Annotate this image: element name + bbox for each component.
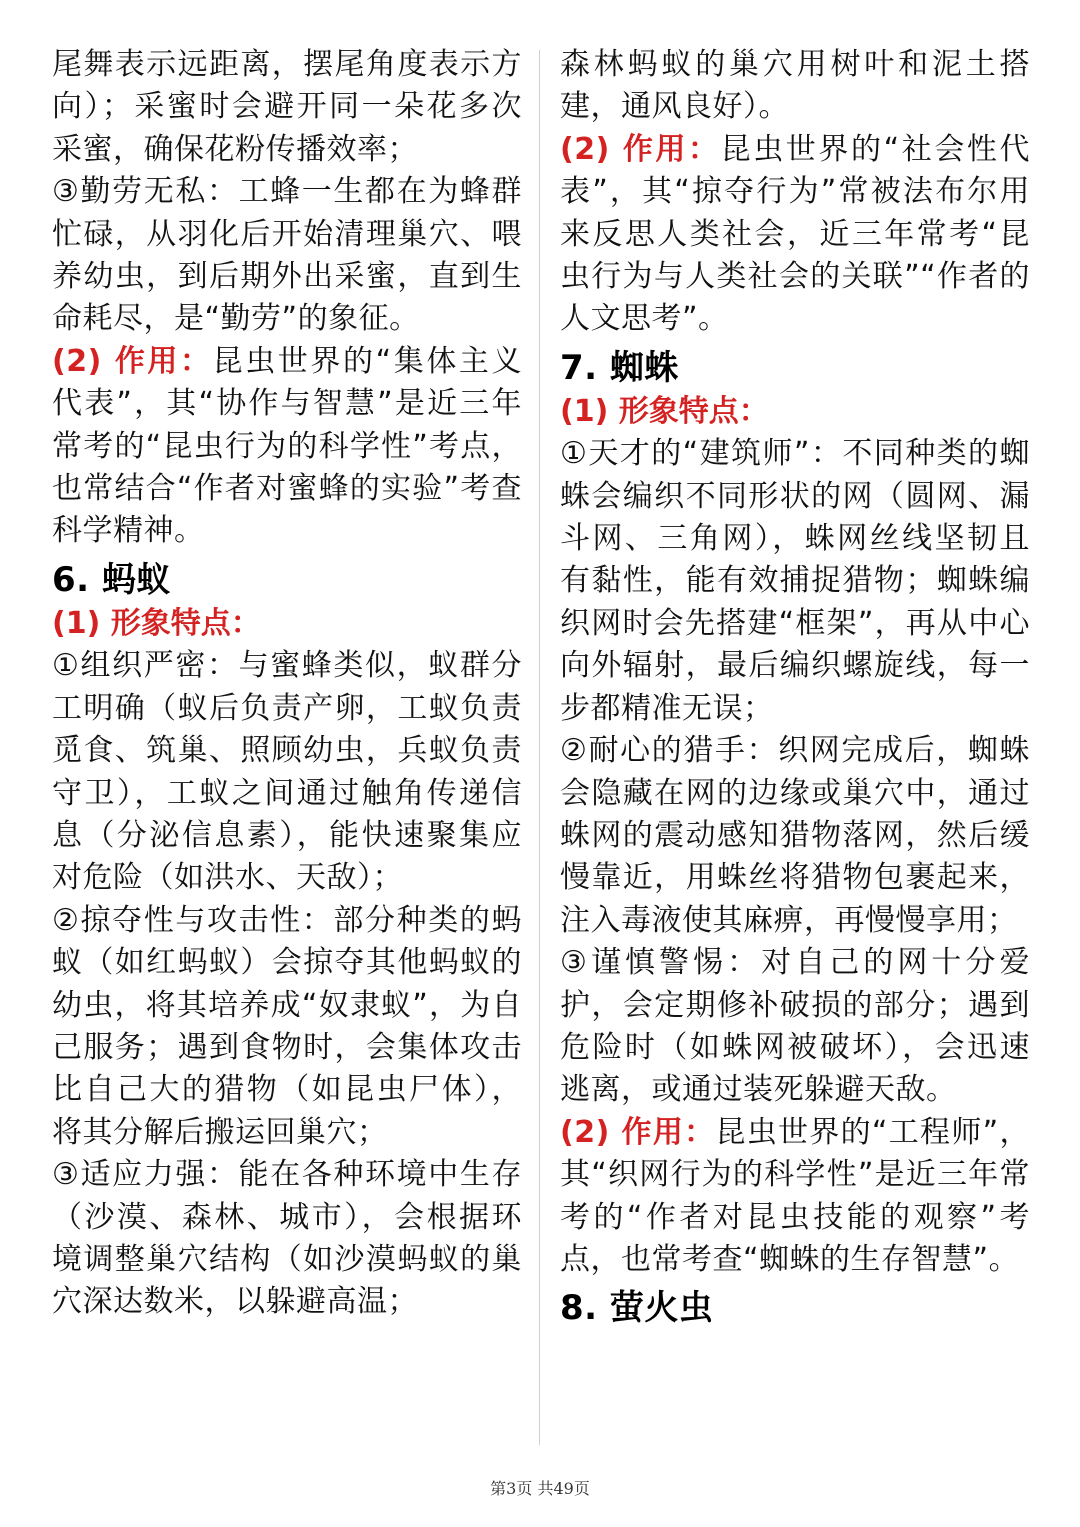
paragraph-spider-cautious: ③谨慎警惕：对自己的网十分爱护，会定期修补破损的部分；遇到危险时（如蛛网被破坏），会迅速逃离，或通过装死躲避天敌。	[560, 945, 1030, 1108]
paragraph-ant-nest: 森林蚂蚁的巢穴用树叶和泥土搭建，通风良好）。	[560, 47, 1030, 125]
paragraph-ant-role	[560, 129, 1030, 341]
paragraph-ant-adaptability: ③适应力强：能在各种环境中生存（沙漠、森林、城市），会根据环境调整巢穴结构（如沙漠蚂蚁的巢穴深达数米，以躲避高温；	[52, 1157, 522, 1320]
footer-middle: 页 共	[516, 1479, 554, 1498]
paragraph-ant-organization: ①组织严密：与蜜蜂类似，蚁群分工明确（蚁后负责产卵，工蚁负责觅食、筑巢、照顾幼虫，兵蚁负责守卫），工蚁之间通过触角传递信息（分泌信息素），能快速聚集应对危险（如洪水、天敌）；	[52, 648, 522, 896]
right-column	[560, 44, 1030, 1331]
paragraph-spider-architect: ①天才的“建筑师”：不同种类的蜘蛛会编织不同形状的网（圆网、漏斗网、三角网），蛛网丝线坚韧且有黏性，能有效捕捉猎物；蜘蛛编织网时会先搭建“框架”，再从中心向外辐射，最后编织螺旋线，每一步都精准无误；	[560, 436, 1030, 726]
subheading-ant-traits: (1) 形象特点：	[52, 605, 261, 641]
role-label: (2) 作用：	[560, 131, 721, 167]
section-title-ant: 6. 蚂蚁	[52, 559, 171, 600]
paragraph-bee-dance: 尾舞表示远距离，摆尾角度表示方向）；采蜜时会避开同一朵花多次采蜜，确保花粉传播效率；	[52, 47, 522, 167]
paragraph-spider-role	[560, 1112, 1030, 1282]
paragraph-spider-hunter: ②耐心的猎手：织网完成后，蜘蛛会隐藏在网的边缘或巢穴中，通过蛛网的震动感知猎物落网，然后缓慢靠近，用蛛丝将猎物包裹起来，注入毒液使其麻痹，再慢慢享用；	[560, 733, 1030, 938]
left-column	[52, 44, 522, 1324]
subheading-spider-traits: (1) 形象特点：	[560, 393, 769, 429]
footer-prefix: 第	[490, 1479, 507, 1498]
paragraph-bee-diligent: ③勤劳无私：工蜂一生都在为蜂群忙碌，从羽化后开始清理巢穴、喂养幼虫，到后期外出采蜜，直到生命耗尽，是“勤劳”的象征。	[52, 174, 522, 337]
role-label: (2) 作用：	[560, 1114, 716, 1150]
section-title-spider: 7. 蜘蛛	[560, 347, 679, 388]
role-text: 昆虫世界的“集体主义代表”，其“协作与智慧”是近三年常考的“昆虫行为的科学性”考点，也常结合“作者对蜜蜂的实验”考查科学精神。	[52, 343, 522, 549]
paragraph-ant-aggression: ②掠夺性与攻击性：部分种类的蚂蚁（如红蚂蚁）会掠夺其他蚂蚁的幼虫，将其培养成“奴隶蚁”，为自己服务；遇到食物时，会集体攻击比自己大的猎物（如昆虫尸体），将其分解后搬运回巢穴；	[52, 902, 522, 1150]
role-label: (2) 作用：	[52, 343, 213, 379]
role-text: 昆虫世界的“社会性代表”，其“掠夺行为”常被法布尔用来反思人类社会，近三年常考“昆虫行为与人类社会的关联”“作者的人文思考”。	[560, 131, 1030, 337]
paragraph-bee-role	[52, 341, 522, 553]
page-number: 3	[506, 1479, 517, 1498]
section-title-firefly: 8. 萤火虫	[560, 1288, 714, 1329]
total-pages: 49	[553, 1479, 574, 1498]
role-text: 昆虫世界的“工程师”，其“织网行为的科学性”是近三年常考的“作者对昆虫技能的观察”考点，也常考查“蜘蛛的生存智慧”。	[560, 1114, 1030, 1277]
column-divider	[539, 50, 540, 1445]
footer-suffix: 页	[573, 1479, 590, 1498]
page-footer	[0, 1476, 1080, 1499]
